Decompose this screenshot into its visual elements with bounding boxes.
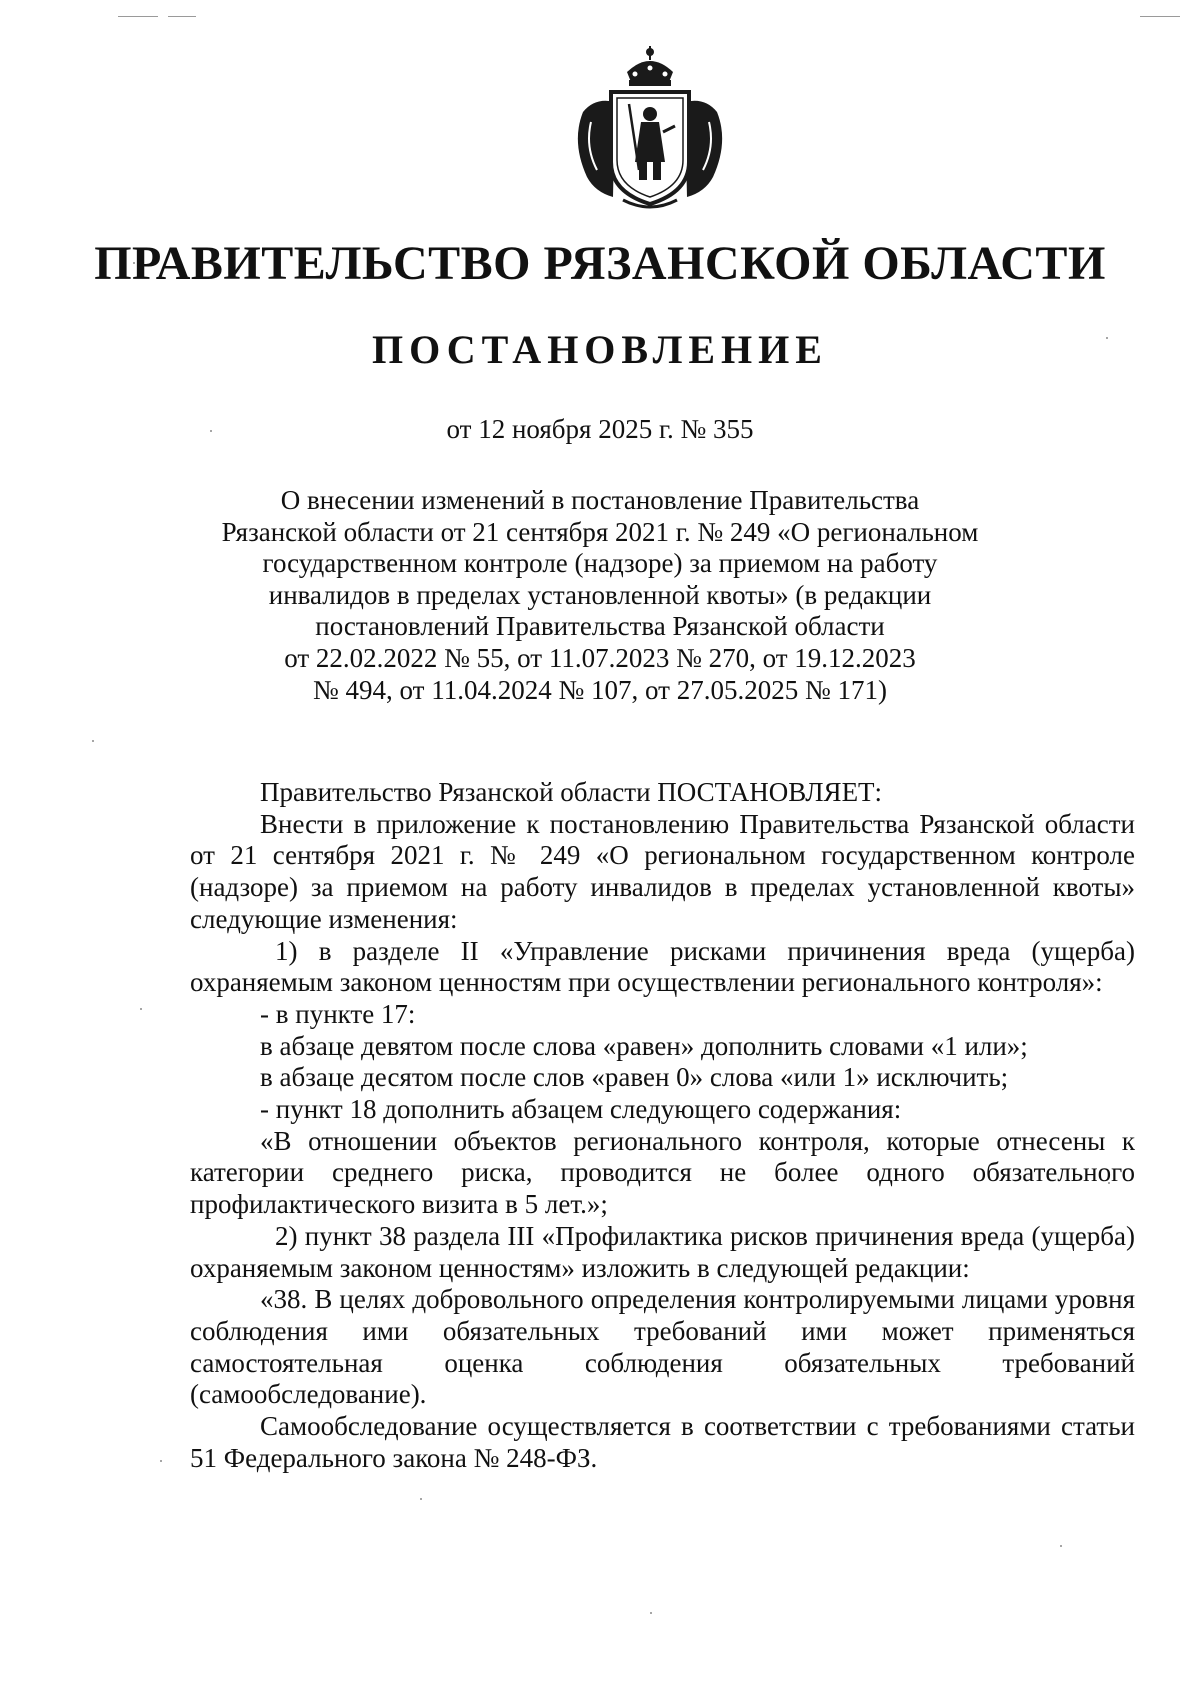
body-paragraph: Внести в приложение к постановлению Правительства Рязанской области от 21 сентября 2021 г. № 249 «О региональном государственном контроле (надзоре) за приемом на работу инвалидов в пределах установленной квоты» следующие изменения: <box>190 808 1135 934</box>
document-subject <box>160 485 1040 706</box>
body-paragraph: - пункт 18 дополнить абзацем следующего содержания: <box>260 1094 902 1125</box>
body-paragraph: в абзаце девятом после слова «равен» дополнить словами «1 или»; <box>260 1030 1028 1061</box>
scan-speck <box>140 1008 142 1010</box>
scan-speck <box>650 1612 652 1614</box>
subject-line: от 22.02.2022 № 55, от 11.07.2023 № 270, от 19.12.2023 <box>284 642 916 673</box>
body-paragraph: в абзаце десятом после слов «равен 0» слова «или 1» исключить; <box>260 1062 1009 1093</box>
scan-mark <box>1140 16 1180 17</box>
subject-line: О внесении изменений в постановление Правительства <box>280 485 920 515</box>
document-date-number: от 12 ноября 2025 г. № 355 <box>446 414 754 444</box>
body-paragraph: Самообследование осуществляется в соответствии с требованиями статьи 51 Федерального закона № 248-ФЗ. <box>190 1411 1135 1473</box>
scan-speck <box>92 740 94 742</box>
body-paragraph: «38. В целях добровольного определения контролируемыми лицами уровня соблюдения ими обязательных требований ими может применяться самостоятельная оценка соблюдения обязательных требований (самообследование). <box>190 1284 1135 1410</box>
coat-of-arms-icon <box>565 42 735 212</box>
subject-line: № 494, от 11.04.2024 № 107, от 27.05.2025 № 171) <box>313 674 887 705</box>
subject-line: постановлений Правительства Рязанской области <box>315 611 885 642</box>
document-body <box>190 777 1135 1474</box>
document-type: ПОСТАНОВЛЕНИЕ <box>372 327 828 372</box>
subject-line: государственном контроле (надзоре) за приемом на работу <box>262 548 938 579</box>
body-paragraph: «В отношении объектов регионального контроля, которые отнесены к категории среднего риска, проводится не более одного обязательного профилактического визита в 5 лет.»; <box>190 1125 1135 1220</box>
body-paragraph: Правительство Рязанской области ПОСТАНОВЛЯЕТ: <box>260 777 883 807</box>
subject-line: Рязанской области от 21 сентября 2021 г. № 249 «О региональном <box>221 516 979 547</box>
body-paragraph: - в пункте 17: <box>260 998 416 1029</box>
government-title: ПРАВИТЕЛЬСТВО РЯЗАНСКОЙ ОБЛАСТИ <box>94 237 1106 290</box>
body-paragraph: 1) в разделе II «Управление рисками причинения вреда (ущерба) охраняемым законом ценностям при осуществлении регионального контроля»: <box>190 935 1135 998</box>
subject-line: инвалидов в пределах установленной квоты» (в редакции <box>268 579 932 610</box>
scan-mark <box>118 16 158 17</box>
body-paragraph: 2) пункт 38 раздела III «Профилактика рисков причинения вреда (ущерба) охраняемым законом ценностям» изложить в следующей редакции: <box>190 1220 1135 1283</box>
scan-speck <box>420 1498 422 1500</box>
scan-mark <box>168 16 196 17</box>
scan-speck <box>1060 1545 1062 1547</box>
scan-speck <box>160 1460 162 1462</box>
